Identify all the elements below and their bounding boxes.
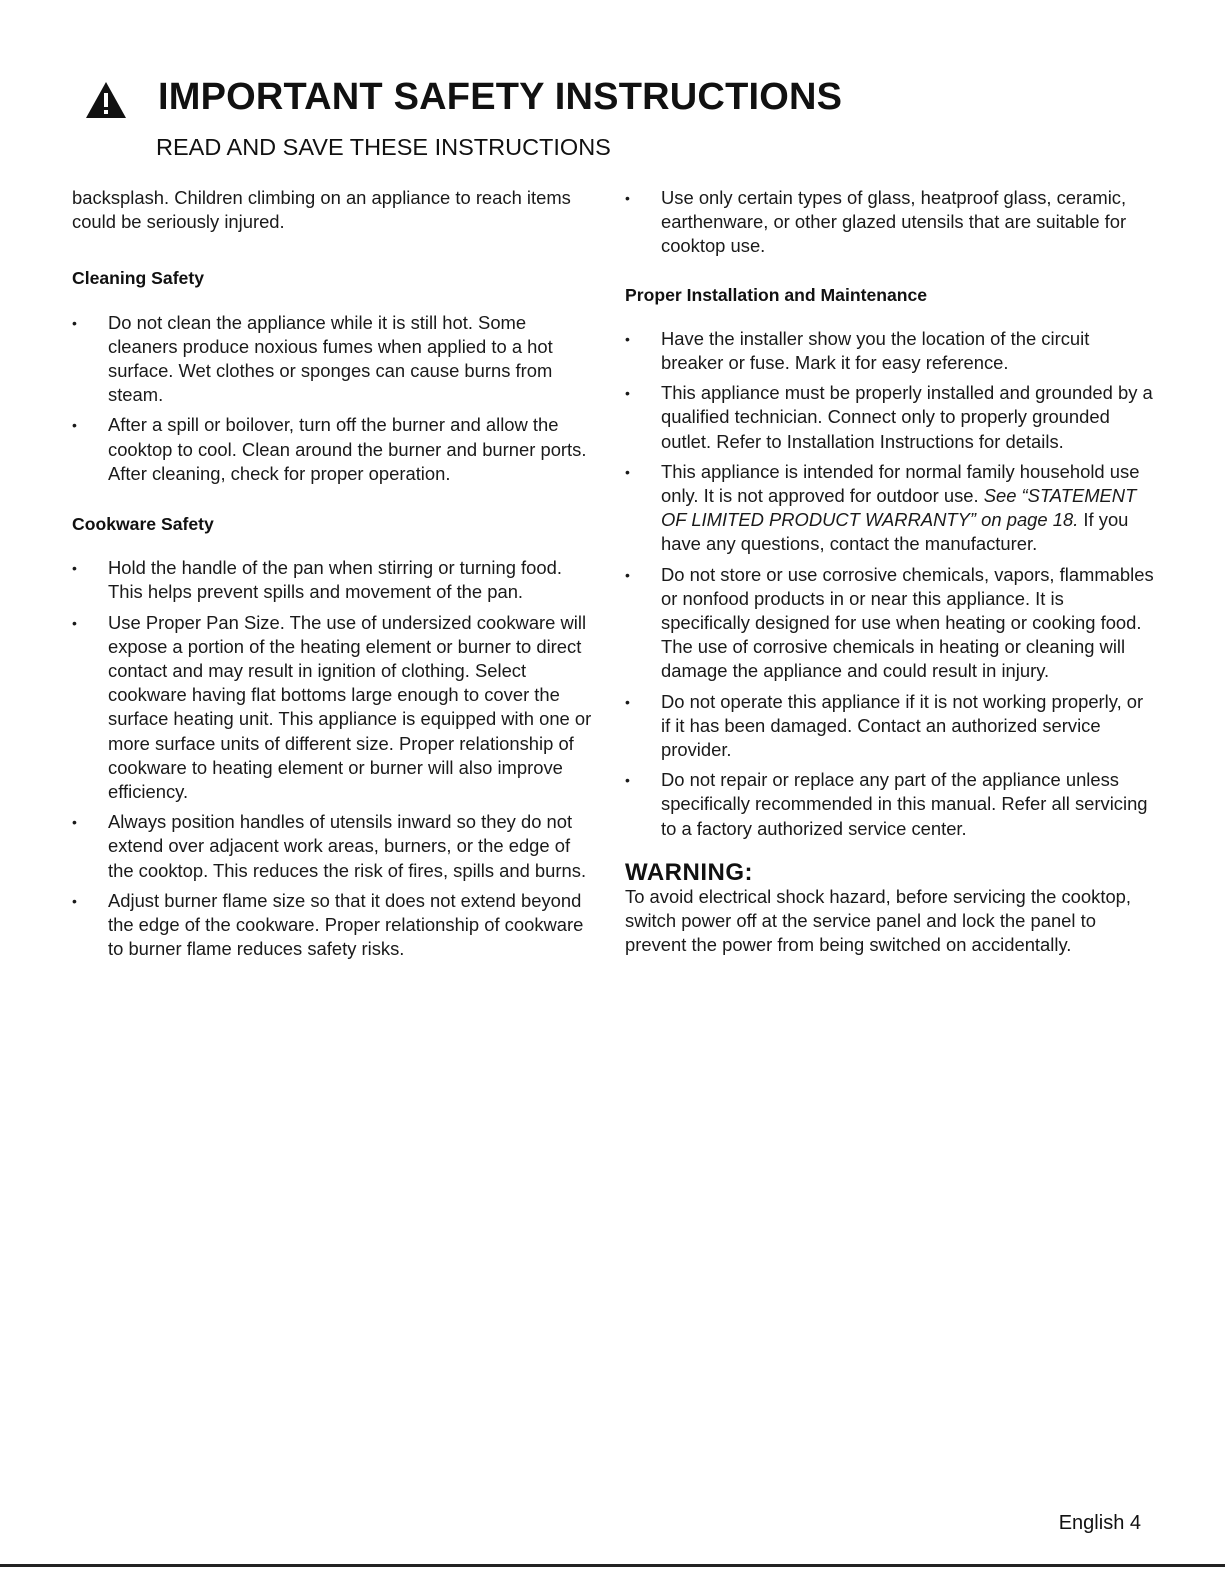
title-row bbox=[84, 74, 1144, 120]
warning-triangle-icon bbox=[84, 80, 128, 120]
list-item: • Use only certain types of glass, heatproof glass, ceramic, earthenware, or other glazed utensils that are suitable for cooktop use. bbox=[625, 186, 1155, 259]
list-item: • Adjust burner flame size so that it does not extend beyond the edge of the cookware. Proper relationship of cookware to burner flame reduces safety risks. bbox=[72, 889, 597, 962]
list-item: • After a spill or boilover, turn off the burner and allow the cooktop to cool. Clean around the burner and burner ports. After cleaning, check for proper operation. bbox=[72, 413, 597, 486]
page-title: IMPORTANT SAFETY INSTRUCTIONS bbox=[158, 75, 843, 118]
warranty-reference: See “STATEMENT OF LIMITED PRODUCT WARRANTY” on page 18. bbox=[661, 485, 1137, 531]
cleaning-safety-heading: Cleaning Safety bbox=[72, 268, 204, 289]
item-text: If you have any questions, contact the manufacturer. bbox=[661, 509, 1129, 555]
page-number: English 4 bbox=[1058, 1512, 1141, 1534]
left-column bbox=[72, 186, 597, 967]
warning-heading: WARNING: bbox=[625, 858, 753, 886]
page-subtitle: READ AND SAVE THESE INSTRUCTIONS bbox=[156, 134, 611, 160]
bottom-divider bbox=[0, 1564, 1225, 1567]
list-item: • Do not clean the appliance while it is still hot. Some cleaners produce noxious fumes when applied to a hot surface. Wet clothes or sponges can cause burns from steam. bbox=[72, 311, 597, 408]
list-item: • Use Proper Pan Size. The use of undersized cookware will expose a portion of the heating element or burner to direct contact and may result in ignition of clothing. Select cookware having flat bottoms large enough to cover the surface heating unit. This appliance is equipped with one or more surface units of different size. Proper relationship of cookware to heating element or burner will also improve efficiency. bbox=[72, 611, 597, 805]
cookware-safety-heading: Cookware Safety bbox=[72, 514, 214, 535]
list-item: • Do not store or use corrosive chemicals, vapors, flammables or nonfood products in or near this appliance. It is specifically designed for use when heating or cooking food. The use of corrosive chemicals in heating or cleaning will damage the appliance and could result in injury. bbox=[625, 563, 1155, 684]
glass-utensils-list bbox=[625, 186, 1155, 259]
list-item: • Always position handles of utensils inward so they do not extend over adjacent work areas, burners, or the edge of the cooktop. This reduces the risk of fires, spills and burns. bbox=[72, 810, 597, 883]
installation-maintenance-list bbox=[625, 327, 1155, 841]
list-item: • Hold the handle of the pan when stirring or turning food. This helps prevent spills and movement of the pan. bbox=[72, 556, 597, 604]
list-item: • Do not operate this appliance if it is not working properly, or if it has been damaged. Contact an authorized service provider. bbox=[625, 690, 1155, 763]
cookware-safety-list bbox=[72, 556, 597, 961]
warning-text: To avoid electrical shock hazard, before servicing the cooktop, switch power off at the service panel and lock the panel to prevent the power from being switched on accidentally. bbox=[625, 886, 1132, 956]
list-item: • This appliance must be properly installed and grounded by a qualified technician. Connect only to properly grounded outlet. Refer to Installation Instructions for details. bbox=[625, 381, 1155, 454]
list-item: • Do not repair or replace any part of the appliance unless specifically recommended in this manual. Refer all servicing to a factory authorized service center. bbox=[625, 768, 1155, 841]
list-item bbox=[625, 460, 1155, 557]
intro-paragraph: backsplash. Children climbing on an appliance to reach items could be seriously injured. bbox=[72, 187, 571, 233]
page-header bbox=[84, 74, 1144, 160]
right-column bbox=[625, 186, 1155, 958]
cleaning-safety-list bbox=[72, 311, 597, 486]
installation-maintenance-heading: Proper Installation and Maintenance bbox=[625, 284, 928, 305]
item-text: This appliance is intended for normal family household use only. It is not approved for outdoor use. bbox=[661, 460, 1140, 507]
list-item: • Have the installer show you the location of the circuit breaker or fuse. Mark it for easy reference. bbox=[625, 327, 1155, 375]
